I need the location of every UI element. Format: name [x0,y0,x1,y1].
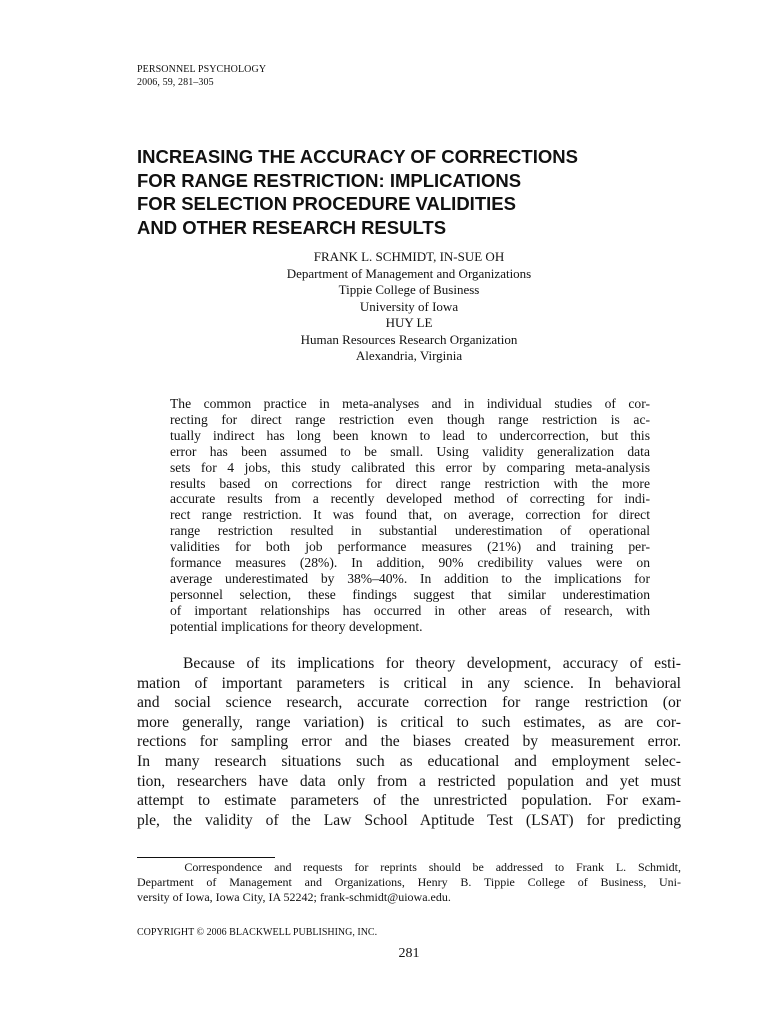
abstract-line: formance measures (28%). In addition, 90% credibility values were on [170,555,650,571]
title-line: FOR RANGE RESTRICTION: IMPLICATIONS [137,169,522,191]
journal-citation: 2006, 59, 281–305 [137,77,214,88]
body-line: mation of important parameters is critical in any science. In behavioral [137,674,681,692]
author-names: HUY LE [385,315,433,330]
body-line: tion, researchers have data only from a restricted population and yet must [137,772,681,790]
abstract-line: error has been assumed to be small. Using validity generalization data [170,443,650,459]
running-head [137,63,266,89]
body-line: Because of its implications for theory development, accuracy of esti- [137,655,681,672]
abstract-line: accurate results from a recently developed method of correcting for indi- [170,491,650,507]
affiliation-line: Department of Management and Organizations [286,265,532,281]
footnote-line: versity of Iowa, Iowa City, IA 52242; frank-schmidt@uiowa.edu. [137,890,451,905]
affiliation-line: Tippie College of Business [338,282,480,297]
abstract-line: sets for 4 jobs, this study calibrated this error by comparing meta-analysis [170,459,650,475]
footnote-line: Department of Management and Organizations, Henry B. Tippie College of Business, Uni- [137,875,681,890]
body-line: ple, the validity of the Law School Aptitude Test (LSAT) for predicting [137,811,681,829]
body-line: attempt to estimate parameters of the unrestricted population. For exam- [137,792,681,810]
journal-name: PERSONNEL PSYCHOLOGY [137,64,267,75]
abstract-line: potential implications for theory development. [170,618,423,634]
body-line: and social science research, accurate correction for range restriction (or [137,694,681,712]
abstract-line: validities for both job performance measures (21%) and training per- [170,539,650,555]
abstract-line: rect range restriction. It was found that, on average, correction for direct [170,507,650,523]
affiliation-line: University of Iowa [359,298,459,314]
footnote [137,860,681,906]
abstract-line: recting for direct range restriction even though range restriction is ac- [170,411,650,427]
footnote-divider [137,857,275,858]
body-line: In many research situations such as educational and employment selec- [137,752,681,770]
title-line: FOR SELECTION PROCEDURE VALIDITIES [137,193,516,214]
affiliation-line: Alexandria, Virginia [355,348,463,363]
title-line: AND OTHER RESEARCH RESULTS [137,216,447,238]
body-line: more generally, range variation) is critical to such estimates, as are cor- [137,713,681,731]
abstract-line: of important relationships has occurred in other areas of research, with [170,602,650,618]
abstract-line: range restriction resulted in substantial underestimation of operational [170,523,650,539]
abstract-line: personnel selection, these findings suggest that similar underestimation [170,586,650,602]
body-line: rections for sampling error and the biases created by measurement error. [137,733,681,751]
abstract-line: average underestimated by 38%–40%. In addition to the implications for [170,570,650,586]
footnote-line: Correspondence and requests for reprints should be addressed to Frank L. Schmidt, [137,860,681,874]
affiliation-line: Human Resources Research Organization [300,331,518,347]
page-number: 281 [398,946,420,961]
author-names: FRANK L. SCHMIDT, IN-SUE OH [313,249,505,264]
abstract [170,396,650,635]
article-title [137,145,697,239]
abstract-line: tually indirect has long been known to lead to undercorrection, but this [170,427,650,443]
abstract-line: The common practice in meta-analyses and in individual studies of cor- [170,396,650,411]
copyright-notice: COPYRIGHT © 2006 BLACKWELL PUBLISHING, INC. [137,927,378,938]
author-block [137,249,681,365]
body-paragraph [137,654,681,830]
abstract-line: results based on corrections for direct range restriction with the more [170,475,650,491]
title-line: INCREASING THE ACCURACY OF CORRECTIONS [137,146,578,167]
